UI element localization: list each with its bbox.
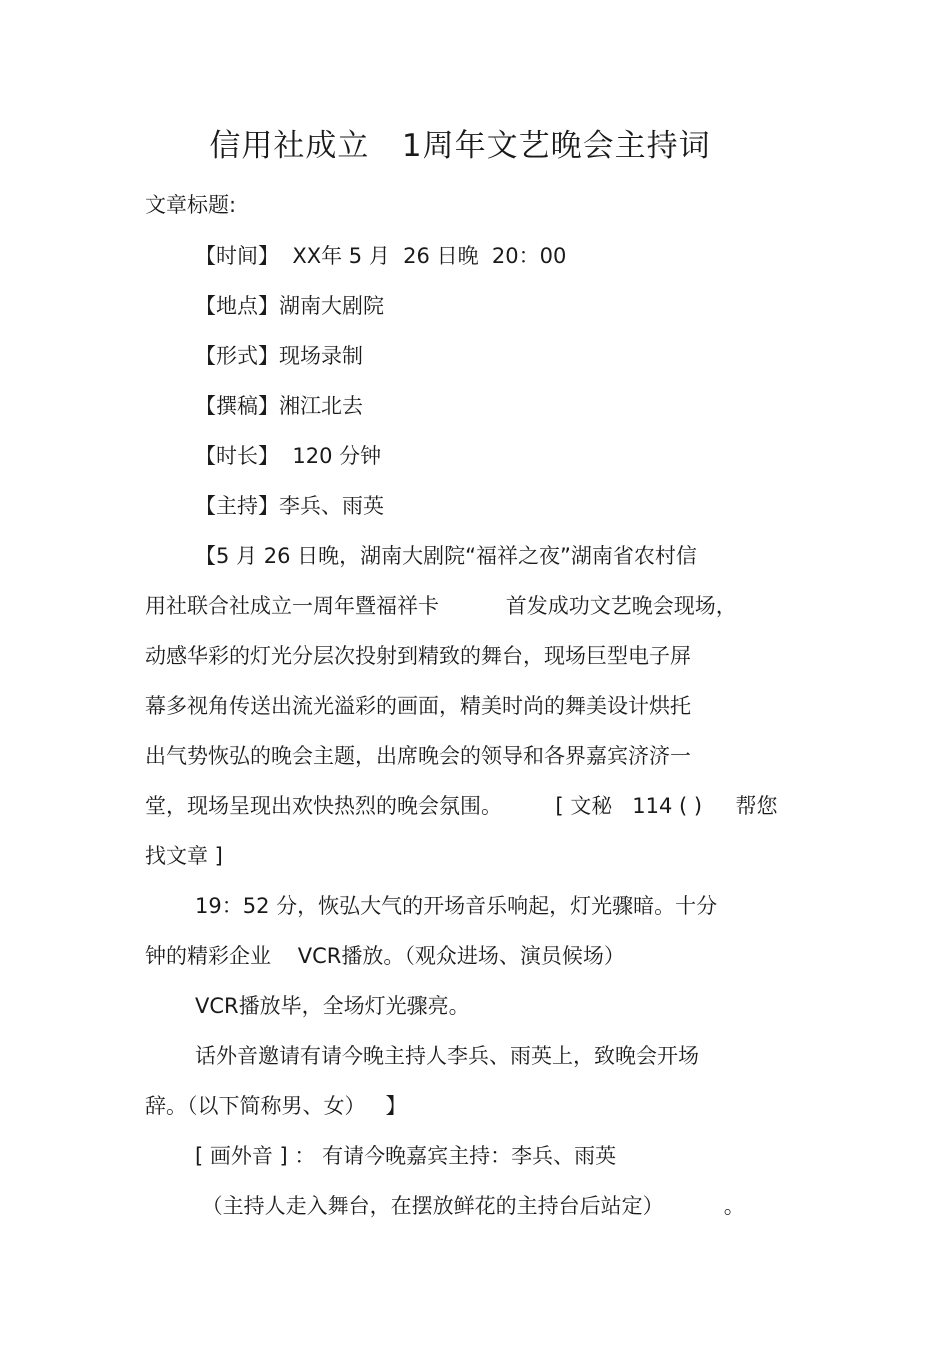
paragraph-line: （主持人走入舞台，在摆放鲜花的主持台后站定） 。 — [195, 1194, 745, 1218]
info-hosts: 【主持】李兵、雨英 — [195, 494, 384, 518]
document-title: 信用社成立 1周年文艺晚会主持词 — [209, 128, 711, 164]
paragraph-line: 找文章 ] — [145, 844, 223, 868]
info-format: 【形式】现场录制 — [195, 344, 363, 368]
paragraph-line: 动感华彩的灯光分层次投射到精致的舞台，现场巨型电子屏 — [145, 644, 691, 668]
paragraph-line: 【5 月 26 日晚，湖南大剧院“福祥之夜”湖南省农村信 — [195, 544, 697, 568]
paragraph-line: 用社联合社成立一周年暨福祥卡 首发成功文艺晚会现场， — [145, 594, 737, 618]
info-time: 【时间】 XX年 5 月 26 日晚 20：00 — [195, 244, 567, 268]
info-duration: 【时长】 120 分钟 — [195, 444, 382, 468]
paragraph-line: [ 画外音 ] ： 有请今晚嘉宾主持：李兵、雨英 — [195, 1144, 617, 1168]
paragraph-line: VCR播放毕，全场灯光骤亮。 — [195, 994, 470, 1018]
paragraph-line: 话外音邀请有请今晚主持人李兵、雨英上，致晚会开场 — [195, 1044, 699, 1068]
paragraph-line: 幕多视角传送出流光溢彩的画面，精美时尚的舞美设计烘托 — [145, 694, 691, 718]
article-title-label: 文章标题: — [145, 193, 237, 217]
paragraph-line: 出气势恢弘的晚会主题，出席晚会的领导和各界嘉宾济济一 — [145, 744, 691, 768]
info-writer: 【撰稿】湘江北去 — [195, 394, 363, 418]
paragraph-line: 堂，现场呈现出欢快热烈的晚会氛围。 [ 文秘 114 ( ) 帮您 — [145, 794, 778, 818]
paragraph-line: 19：52 分，恢弘大气的开场音乐响起，灯光骤暗。十分 — [195, 894, 718, 918]
paragraph-line: 辞。（以下简称男、女） 】 — [145, 1094, 407, 1118]
info-venue: 【地点】湖南大剧院 — [195, 294, 384, 318]
paragraph-line: 钟的精彩企业 VCR播放。（观众进场、演员候场） — [145, 944, 625, 968]
